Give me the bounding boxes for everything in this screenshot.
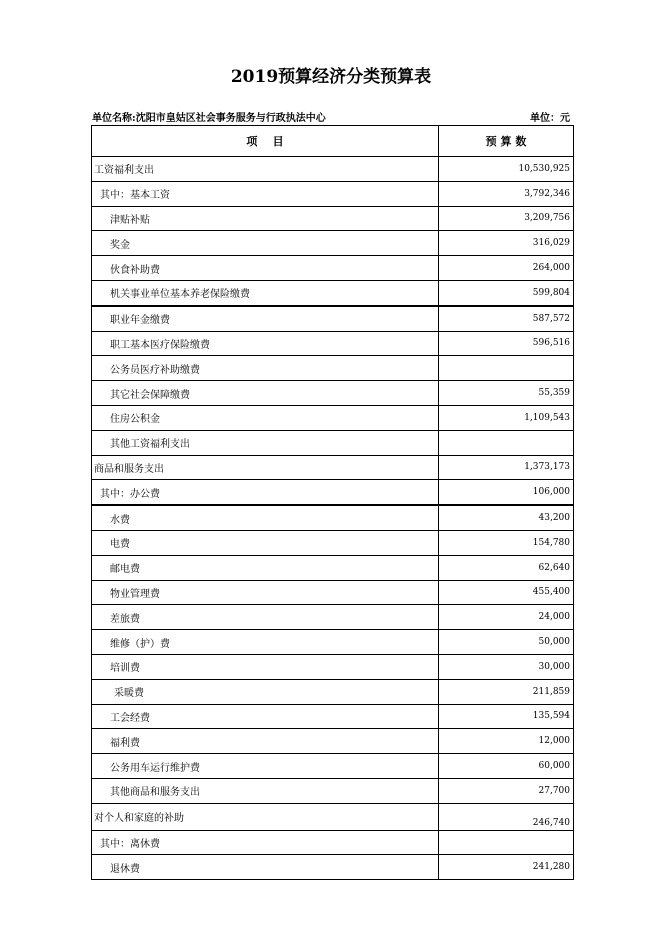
table-row <box>92 381 574 406</box>
table-body <box>92 157 574 880</box>
row-label: 对个人和家庭的补助 <box>92 803 439 830</box>
table-row <box>92 231 574 256</box>
row-label: 职业年金缴费 <box>92 306 439 331</box>
row-value: 55,359 <box>439 381 574 406</box>
table-row <box>92 729 574 754</box>
row-value: 241,280 <box>439 855 574 880</box>
row-value: 106,000 <box>439 480 574 505</box>
unit-info-row <box>92 109 572 123</box>
row-label: 福利费 <box>92 729 439 754</box>
page-title: 2019预算经济分类预算表 <box>230 67 432 87</box>
row-value: 3,209,756 <box>439 206 574 231</box>
table-row <box>92 480 574 505</box>
row-label: 工会经费 <box>92 704 439 729</box>
row-label: 退休费 <box>92 855 439 880</box>
table-row <box>92 356 574 381</box>
row-label: 津贴补贴 <box>92 206 439 231</box>
row-value: 30,000 <box>439 654 574 679</box>
table-row <box>92 455 574 480</box>
row-value: 587,572 <box>439 306 574 331</box>
row-label: 水费 <box>92 505 439 530</box>
table-row <box>92 704 574 729</box>
row-value: 135,594 <box>439 704 574 729</box>
row-value <box>439 356 574 381</box>
table-row <box>92 630 574 655</box>
row-label: 维修（护）费 <box>92 630 439 655</box>
row-label: 电费 <box>92 530 439 555</box>
row-value: 211,859 <box>439 679 574 704</box>
row-value: 455,400 <box>439 580 574 605</box>
row-value: 1,109,543 <box>439 405 574 430</box>
table-row <box>92 855 574 880</box>
row-label: 其它社会保障缴费 <box>92 381 439 406</box>
row-label: 工资福利支出 <box>92 157 439 182</box>
table-row <box>92 654 574 679</box>
table-row <box>92 830 574 855</box>
row-value: 596,516 <box>439 331 574 356</box>
row-value: 24,000 <box>439 605 574 630</box>
row-value: 154,780 <box>439 530 574 555</box>
table-row <box>92 679 574 704</box>
row-value: 3,792,346 <box>439 181 574 206</box>
row-value: 12,000 <box>439 729 574 754</box>
row-label: 培训费 <box>92 654 439 679</box>
row-value <box>439 430 574 455</box>
row-value: 599,804 <box>439 280 574 305</box>
row-label: 其中：离休费 <box>92 830 439 855</box>
table-row <box>92 778 574 803</box>
row-label: 公务用车运行维护费 <box>92 754 439 779</box>
table-row <box>92 306 574 331</box>
row-value: 264,000 <box>439 256 574 281</box>
table-row <box>92 157 574 182</box>
table-row <box>92 206 574 231</box>
row-label: 其他工资福利支出 <box>92 430 439 455</box>
table-row <box>92 530 574 555</box>
row-label: 职工基本医疗保险缴费 <box>92 331 439 356</box>
unit-label: 单位：元 <box>530 113 570 124</box>
table-row <box>92 280 574 305</box>
table-row <box>92 256 574 281</box>
row-value: 1,373,173 <box>439 455 574 480</box>
row-value: 62,640 <box>439 555 574 580</box>
table-row <box>92 430 574 455</box>
table-row <box>92 331 574 356</box>
table-row <box>92 505 574 530</box>
table-row <box>92 580 574 605</box>
row-label: 商品和服务支出 <box>92 455 439 480</box>
table-row <box>92 754 574 779</box>
table-row <box>92 803 574 830</box>
row-label: 奖金 <box>92 231 439 256</box>
row-label: 伙食补助费 <box>92 256 439 281</box>
table-row <box>92 605 574 630</box>
row-value <box>439 830 574 855</box>
row-value: 246,740 <box>439 803 574 830</box>
row-label: 其他商品和服务支出 <box>92 778 439 803</box>
header-amount: 预 算 数 <box>439 126 574 157</box>
unit-name: 单位名称:沈阳市皇姑区社会事务服务与行政执法中心 <box>92 113 326 124</box>
row-value: 50,000 <box>439 630 574 655</box>
row-value: 10,530,925 <box>439 157 574 182</box>
row-label: 公务员医疗补助缴费 <box>92 356 439 381</box>
row-value: 43,200 <box>439 505 574 530</box>
row-value: 60,000 <box>439 754 574 779</box>
row-label: 邮电费 <box>92 555 439 580</box>
row-label: 住房公积金 <box>92 405 439 430</box>
row-label: 采暖费 <box>92 679 439 704</box>
table-row <box>92 181 574 206</box>
table-header-row <box>92 126 574 157</box>
row-label: 其中：基本工资 <box>92 181 439 206</box>
table-row <box>92 555 574 580</box>
row-value: 316,029 <box>439 231 574 256</box>
row-value: 27,700 <box>439 778 574 803</box>
header-item: 项 目 <box>92 126 439 157</box>
row-label: 机关事业单位基本养老保险缴费 <box>92 280 439 305</box>
table-row <box>92 405 574 430</box>
row-label: 其中：办公费 <box>92 480 439 505</box>
row-label: 物业管理费 <box>92 580 439 605</box>
budget-table <box>91 125 574 880</box>
row-label: 差旅费 <box>92 605 439 630</box>
